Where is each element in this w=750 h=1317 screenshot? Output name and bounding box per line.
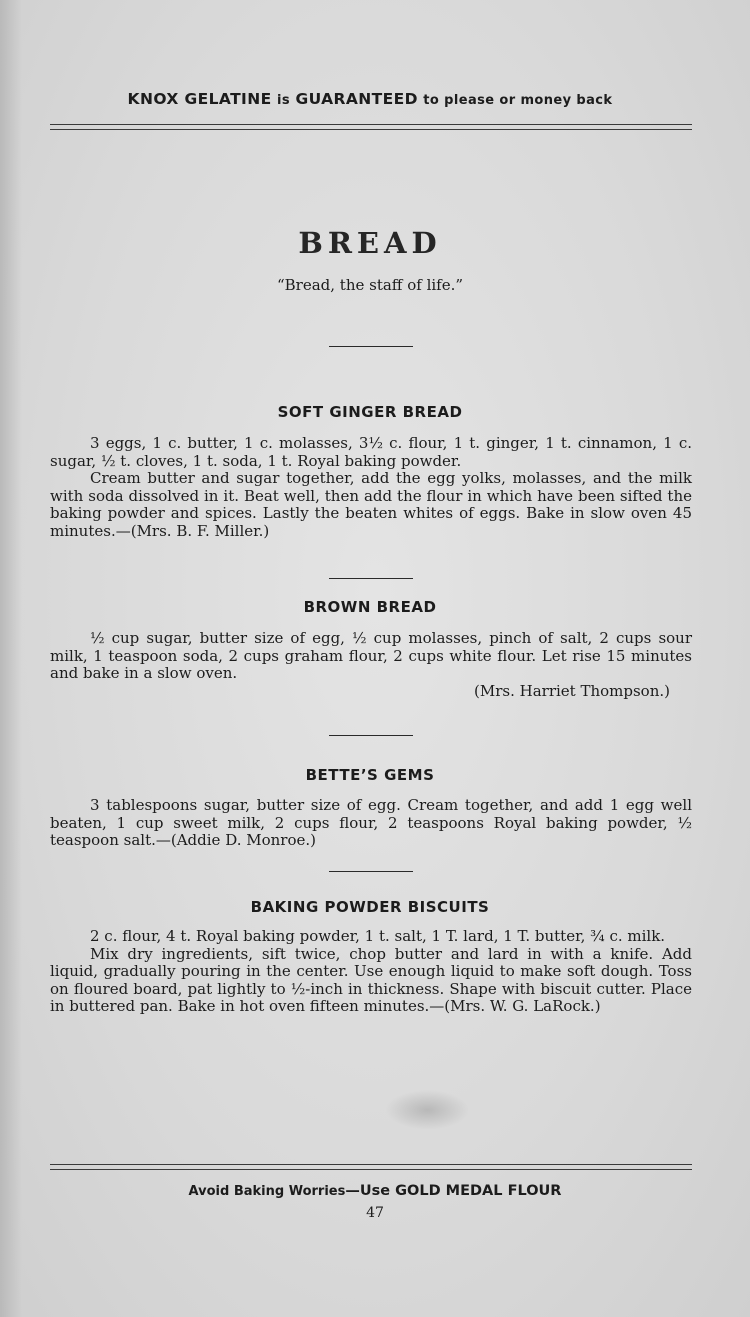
recipe-ingredients: 3 eggs, 1 c. butter, 1 c. molasses, 3½ c. flour, 1 t. ginger, 1 t. cinnamon, 1 c. sugar, ½ t. cloves, 1 t. soda, 1 t. Royal baking powder.	[50, 434, 692, 470]
page-number: 47	[366, 1205, 384, 1221]
footer-advertisement	[0, 1183, 750, 1199]
chapter-title: BREAD	[298, 226, 442, 260]
recipe-body	[50, 435, 692, 540]
footer-double-rule	[50, 1164, 692, 1170]
recipe-body	[50, 630, 692, 700]
section-divider	[329, 871, 413, 872]
running-header	[50, 90, 690, 108]
header-guarantee: GUARANTEED	[295, 90, 418, 108]
recipe-directions: Cream butter and sugar together, add the egg yolks, molasses, and the milk with soda dissolved in it. Beat well, then add the flour in which have been sifted the baking powder and spices. Lastly the beaten whites of eggs. Bake in slow oven 45 minutes.—(Mrs. B. F. Miller.)	[50, 469, 692, 540]
section-divider	[329, 735, 413, 736]
recipe-directions: Mix dry ingredients, sift twice, chop butter and lard in with a knife. Add liquid, gradually pouring in the center. Use enough liquid to make soft dough. Toss on floured board, pat lightly to ½-inch in thickness. Shape with biscuit cutter. Place in buttered pan. Bake in hot oven fifteen minutes.—(Mrs. W. G. LaRock.)	[50, 944, 692, 1015]
header-tagline: to please or money back	[423, 93, 613, 108]
recipe-title: BAKING POWDER BISCUITS	[250, 898, 490, 916]
recipe-title: BROWN BREAD	[303, 598, 437, 616]
recipe-body	[50, 928, 692, 1016]
chapter-epigraph: “Bread, the staff of life.”	[276, 276, 464, 294]
header-brand: KNOX GELATINE	[127, 90, 272, 108]
header-word: is	[277, 93, 291, 108]
page-edge-shadow	[0, 0, 22, 1317]
header-double-rule	[50, 124, 692, 130]
recipe-title: SOFT GINGER BREAD	[277, 403, 463, 421]
recipe-title: BETTE’S GEMS	[305, 766, 435, 784]
footer-brand: —Use GOLD MEDAL FLOUR	[345, 1183, 562, 1199]
footer-slogan: Avoid Baking Worries	[188, 1184, 346, 1199]
recipe-ingredients: 2 c. flour, 4 t. Royal baking powder, 1 t. salt, 1 T. lard, 1 T. butter, ¾ c. milk.	[90, 927, 666, 945]
recipe-ingredients: 3 tablespoons sugar, butter size of egg. Cream together, and add 1 egg well beaten, 1 cup sweet milk, 2 cups flour, 2 teaspoons Royal baking powder, ½ teaspoon salt.—(Addie D. Monroe.)	[50, 796, 692, 849]
recipe-credit: (Mrs. Harriet Thompson.)	[474, 681, 670, 700]
section-divider	[329, 346, 413, 347]
paper-stain	[385, 1090, 470, 1130]
section-divider	[329, 578, 413, 579]
recipe-body	[50, 797, 692, 850]
recipe-ingredients: ½ cup sugar, butter size of egg, ½ cup molasses, pinch of salt, 2 cups sour milk, 1 teaspoon soda, 2 cups graham flour, 2 cups white flour. Let rise 15 minutes and bake in a slow oven.	[50, 629, 692, 682]
